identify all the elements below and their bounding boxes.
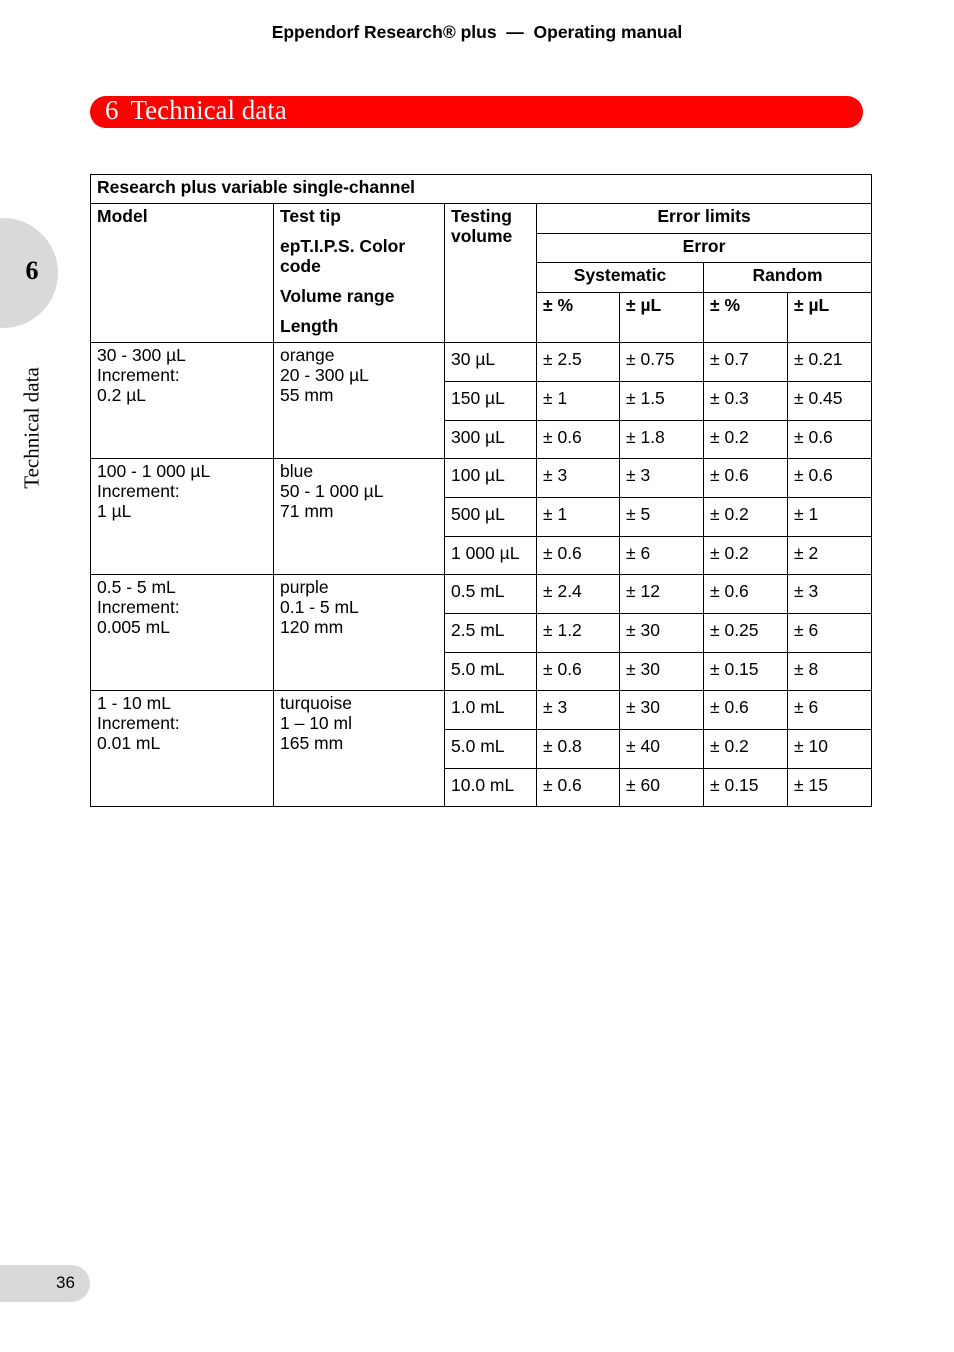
sys-pct-cell: ± 3 (537, 459, 620, 498)
sys-ul-cell: ± 30 (620, 691, 704, 730)
header-random-ul: ± µL (788, 293, 872, 343)
volume-cell: 10.0 mL (445, 769, 537, 807)
model-model: 100 - 1 000 µL (97, 461, 211, 481)
tip-tip-length: 55 mm (280, 385, 334, 405)
rnd-pct-cell: ± 0.15 (704, 769, 788, 807)
rnd-pct-cell: ± 0.2 (704, 730, 788, 769)
volume-cell: 300 µL (445, 421, 537, 459)
page-number-tab (0, 1265, 90, 1302)
header-model: Model (91, 204, 274, 343)
rnd-pct-cell: ± 0.3 (704, 382, 788, 421)
sys-pct-cell: ± 1.2 (537, 614, 620, 653)
rnd-ul-cell: ± 10 (788, 730, 872, 769)
header-test-tip-label: Test tip (280, 206, 341, 226)
tip-color: purple (280, 577, 329, 597)
header-random: Random (704, 263, 872, 293)
volume-cell: 150 µL (445, 382, 537, 421)
header-test-tip (274, 204, 445, 343)
sys-ul-cell: ± 6 (620, 537, 704, 575)
sys-ul-cell: ± 40 (620, 730, 704, 769)
sys-ul-cell: ± 1.5 (620, 382, 704, 421)
technical-data-table (90, 174, 872, 807)
page-number: 36 (56, 1273, 75, 1292)
table-caption: Research plus variable single-channel (91, 175, 872, 204)
running-header: Eppendorf Research® plus — Operating manual (271, 22, 683, 42)
rnd-ul-cell: ± 0.45 (788, 382, 872, 421)
model-increment-label: Increment: (97, 365, 180, 385)
rnd-pct-cell: ± 0.2 (704, 537, 788, 575)
tip-tip-length: 120 mm (280, 617, 344, 637)
volume-cell: 5.0 mL (445, 653, 537, 691)
tip-tip-length: 71 mm (280, 501, 334, 521)
header-testing-volume: Testing volume (445, 204, 537, 343)
sys-pct-cell: ± 2.4 (537, 575, 620, 614)
table-row (91, 459, 872, 498)
model-increment-label: Increment: (97, 713, 180, 733)
rnd-pct-cell: ± 0.7 (704, 343, 788, 382)
sys-ul-cell: ± 3 (620, 459, 704, 498)
rnd-ul-cell: ± 8 (788, 653, 872, 691)
rnd-ul-cell: ± 1 (788, 498, 872, 537)
model-cell (91, 343, 274, 459)
sys-pct-cell: ± 3 (537, 691, 620, 730)
rnd-pct-cell: ± 0.2 (704, 421, 788, 459)
table-row (91, 575, 872, 614)
sys-pct-cell: ± 0.6 (537, 653, 620, 691)
tip-cell (274, 459, 445, 575)
header-error: Error (537, 234, 872, 263)
chapter-title: Technical data (130, 95, 287, 125)
rnd-pct-cell: ± 0.6 (704, 691, 788, 730)
rnd-pct-cell: ± 0.6 (704, 459, 788, 498)
header-systematic: Systematic (537, 263, 704, 293)
sys-pct-cell: ± 2.5 (537, 343, 620, 382)
header-volume-range: Volume range (280, 286, 395, 306)
rnd-ul-cell: ± 0.6 (788, 421, 872, 459)
model-cell (91, 459, 274, 575)
volume-cell: 1 000 µL (445, 537, 537, 575)
volume-cell: 5.0 mL (445, 730, 537, 769)
sys-pct-cell: ± 0.6 (537, 769, 620, 807)
model-cell (91, 691, 274, 807)
rnd-ul-cell: ± 15 (788, 769, 872, 807)
rnd-pct-cell: ± 0.2 (704, 498, 788, 537)
table-row (91, 691, 872, 730)
tip-cell (274, 691, 445, 807)
model-increment: 1 µL (97, 501, 132, 521)
rnd-ul-cell: ± 0.21 (788, 343, 872, 382)
header-error-limits: Error limits (537, 204, 872, 234)
header-systematic-ul: ± µL (620, 293, 704, 343)
table-row (91, 343, 872, 382)
sys-ul-cell: ± 30 (620, 614, 704, 653)
sys-ul-cell: ± 30 (620, 653, 704, 691)
header-random-pct: ± % (704, 293, 788, 343)
tip-color: orange (280, 345, 335, 365)
tip-tip-length: 165 mm (280, 733, 344, 753)
side-chapter-label: Technical data (19, 367, 44, 489)
volume-cell: 0.5 mL (445, 575, 537, 614)
side-chapter-number: 6 (25, 256, 39, 285)
header-color-code: epT.I.P.S. Color code (280, 236, 406, 276)
sys-pct-cell: ± 1 (537, 382, 620, 421)
rnd-ul-cell: ± 2 (788, 537, 872, 575)
sys-ul-cell: ± 60 (620, 769, 704, 807)
tip-cell (274, 343, 445, 459)
volume-cell: 30 µL (445, 343, 537, 382)
model-increment: 0.005 mL (97, 617, 170, 637)
tip-color: turquoise (280, 693, 352, 713)
header-length: Length (280, 316, 339, 336)
tip-color: blue (280, 461, 314, 481)
model-model: 30 - 300 µL (97, 345, 186, 365)
tip-tip-range: 0.1 - 5 mL (280, 597, 359, 617)
sys-ul-cell: ± 12 (620, 575, 704, 614)
rnd-pct-cell: ± 0.6 (704, 575, 788, 614)
tip-cell (274, 575, 445, 691)
sys-pct-cell: ± 0.6 (537, 421, 620, 459)
volume-cell: 500 µL (445, 498, 537, 537)
volume-cell: 1.0 mL (445, 691, 537, 730)
volume-cell: 2.5 mL (445, 614, 537, 653)
volume-cell: 100 µL (445, 459, 537, 498)
chapter-banner (90, 96, 863, 128)
model-increment-label: Increment: (97, 597, 180, 617)
chapter-number: 6 (105, 95, 119, 125)
sys-ul-cell: ± 5 (620, 498, 704, 537)
rnd-pct-cell: ± 0.15 (704, 653, 788, 691)
tip-tip-range: 20 - 300 µL (280, 365, 369, 385)
sys-pct-cell: ± 0.8 (537, 730, 620, 769)
rnd-ul-cell: ± 6 (788, 691, 872, 730)
tip-tip-range: 1 – 10 ml (280, 713, 352, 733)
rnd-ul-cell: ± 6 (788, 614, 872, 653)
sys-ul-cell: ± 1.8 (620, 421, 704, 459)
model-cell (91, 575, 274, 691)
rnd-ul-cell: ± 3 (788, 575, 872, 614)
model-increment-label: Increment: (97, 481, 180, 501)
sys-pct-cell: ± 1 (537, 498, 620, 537)
header-systematic-pct: ± % (537, 293, 620, 343)
sys-ul-cell: ± 0.75 (620, 343, 704, 382)
rnd-pct-cell: ± 0.25 (704, 614, 788, 653)
tip-tip-range: 50 - 1 000 µL (280, 481, 384, 501)
model-model: 0.5 - 5 mL (97, 577, 176, 597)
rnd-ul-cell: ± 0.6 (788, 459, 872, 498)
model-increment: 0.01 mL (97, 733, 161, 753)
model-model: 1 - 10 mL (97, 693, 171, 713)
sys-pct-cell: ± 0.6 (537, 537, 620, 575)
model-increment: 0.2 µL (97, 385, 147, 405)
